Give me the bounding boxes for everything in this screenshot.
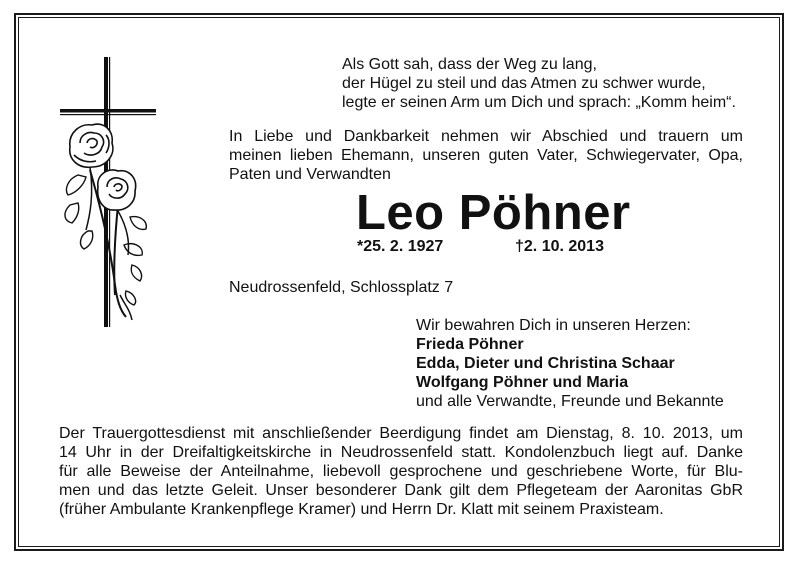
cross-with-roses-icon bbox=[60, 55, 160, 330]
mourner-name: Edda, Dieter und Christina Schaar bbox=[416, 355, 675, 372]
mourner-name: Frieda Pöhner bbox=[416, 336, 524, 353]
service-line: 14 Uhr in der Dreifaltigkeitskirche in Neudrossenfeld statt. Kondolenzbuch liegt auf. Danke bbox=[59, 444, 743, 461]
poem bbox=[342, 55, 736, 112]
poem-line: der Hügel zu steil und das Atmen zu schwer wurde, bbox=[342, 75, 706, 92]
death-date: †2. 10. 2013 bbox=[515, 238, 604, 255]
intro-line: meinen lieben Ehemann, unseren guten Vater, Schwiegervater, Opa, bbox=[229, 147, 743, 164]
mourners-closing: und alle Verwandte, Freunde und Bekannte bbox=[416, 393, 724, 410]
intro-line: Paten und Verwandten bbox=[229, 166, 391, 183]
service-text bbox=[59, 424, 743, 519]
intro-line: In Liebe und Dankbarkeit nehmen wir Abschied und trauern um bbox=[229, 128, 743, 145]
poem-line: Als Gott sah, dass der Weg zu lang, bbox=[342, 56, 597, 73]
service-line: men und das letzte Geleit. Unser besonderer Dank gilt dem Pflegeteam der Aaronitas GbR bbox=[59, 482, 743, 499]
birth-date: *25. 2. 1927 bbox=[357, 238, 444, 255]
poem-line: legte er seinen Arm um Dich und sprach: „Komm heim“. bbox=[342, 94, 736, 111]
mourner-name: Wolfgang Pöhner und Maria bbox=[416, 374, 629, 391]
mourners-block bbox=[416, 316, 724, 411]
service-line: (früher Ambulante Krankenpflege Kramer) und Herrn Dr. Klatt mit seinem Praxisteam. bbox=[59, 501, 664, 518]
mourners-heading: Wir bewahren Dich in unseren Herzen: bbox=[416, 317, 691, 334]
service-line: Der Trauergottesdienst mit anschließender Beerdigung findet am Dienstag, 8. 10. 2013, um bbox=[59, 425, 743, 442]
intro-text bbox=[229, 127, 743, 184]
service-line: für alle Beweise der Anteilnahme, liebevoll gesprochene und geschriebene Worte, für Blu- bbox=[59, 463, 743, 480]
deceased-name: Leo Pöhner bbox=[356, 186, 631, 240]
address: Neudrossenfeld, Schlossplatz 7 bbox=[229, 279, 454, 296]
